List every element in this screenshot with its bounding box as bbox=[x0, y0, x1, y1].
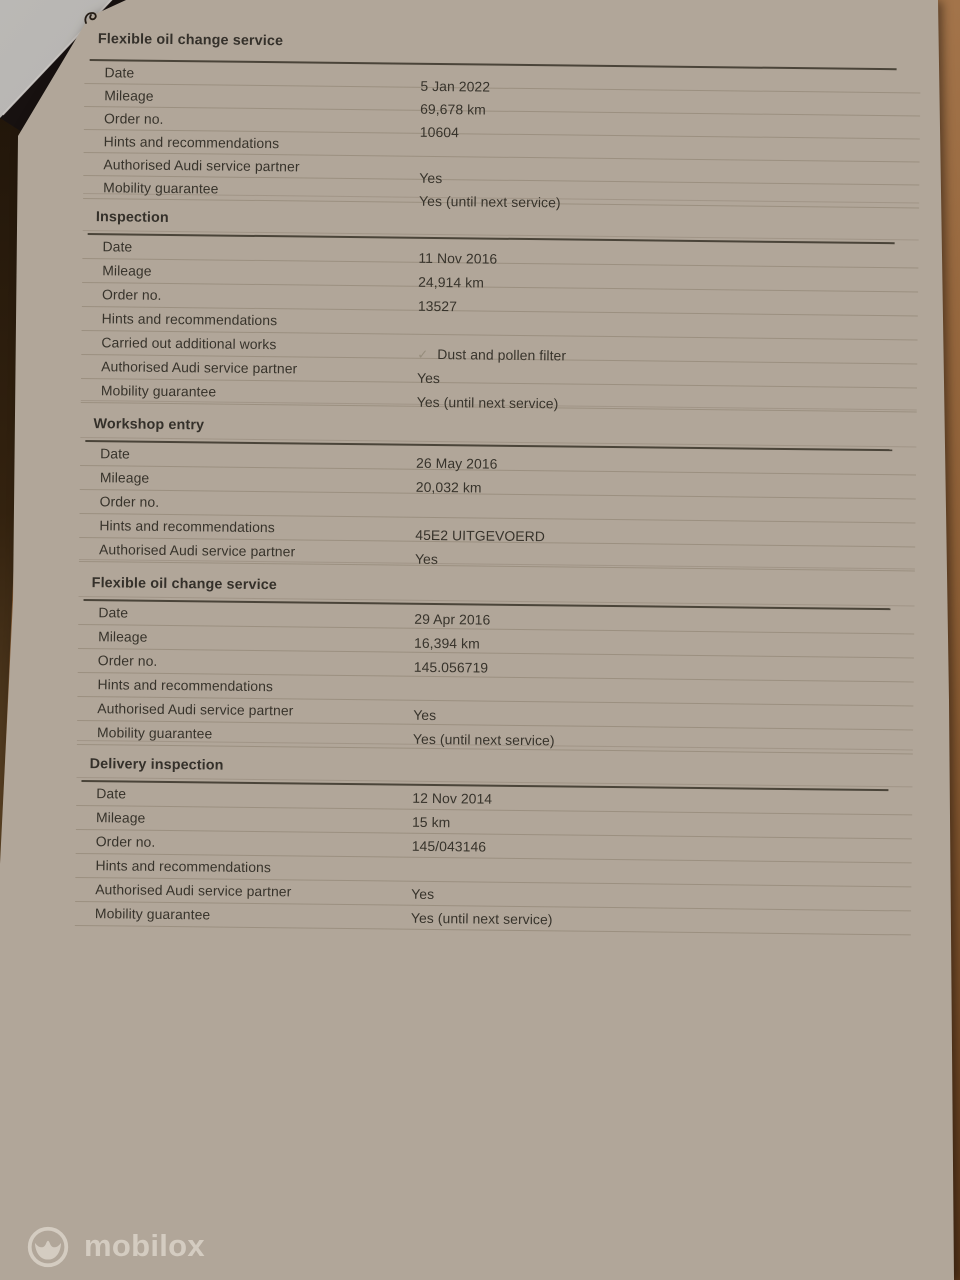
field-label: Hints and recommendations bbox=[103, 133, 280, 152]
field-value: Yes bbox=[413, 706, 437, 724]
field-value: Yes bbox=[411, 885, 435, 903]
section-table bbox=[88, 59, 897, 211]
field-value: 10604 bbox=[419, 123, 460, 141]
service-section bbox=[79, 415, 917, 571]
field-label: Mobility guarantee bbox=[100, 382, 217, 400]
field-label: Mobility guarantee bbox=[103, 179, 219, 197]
field-label: Order no. bbox=[101, 286, 162, 303]
service-section bbox=[77, 574, 915, 754]
field-label: Hints and recommendations bbox=[97, 676, 274, 695]
field-label: Carried out additional works bbox=[101, 334, 277, 353]
field-value: 26 May 2016 bbox=[416, 454, 498, 472]
field-value: 145.056719 bbox=[413, 658, 489, 676]
field-label: Mobility guarantee bbox=[96, 724, 213, 742]
service-history bbox=[75, 30, 921, 935]
page-curl-icon bbox=[83, 10, 99, 26]
field-label: Date bbox=[96, 785, 127, 802]
field-value: 12 Nov 2014 bbox=[412, 789, 493, 807]
field-value: 145/043146 bbox=[411, 837, 487, 855]
field-label: Mileage bbox=[95, 809, 146, 826]
section-table bbox=[80, 780, 889, 935]
service-section bbox=[81, 208, 919, 412]
check-icon: ✓ bbox=[417, 346, 429, 362]
service-section bbox=[75, 755, 913, 935]
field-label: Mileage bbox=[98, 628, 148, 645]
section-title: Workshop entry bbox=[93, 415, 916, 442]
field-value: Yes bbox=[414, 550, 439, 568]
section-title: Inspection bbox=[96, 208, 919, 235]
section-table bbox=[82, 599, 891, 754]
field-value: 29 Apr 2016 bbox=[414, 610, 491, 628]
field-value: 11 Nov 2016 bbox=[418, 249, 498, 267]
section-table bbox=[84, 440, 892, 571]
field-label: Authorised Audi service partner bbox=[103, 156, 300, 175]
field-label: Order no. bbox=[103, 110, 164, 127]
field-value: Yes bbox=[419, 169, 443, 187]
field-value: 13527 bbox=[417, 297, 458, 315]
field-label: Date bbox=[100, 445, 131, 462]
field-label: Hints and recommendations bbox=[95, 857, 272, 876]
field-value: Yes (until next service) bbox=[410, 909, 553, 928]
field-label: Mileage bbox=[102, 262, 152, 279]
field-value: 45E2 UITGEVOERD bbox=[415, 526, 546, 545]
field-label: Order no. bbox=[99, 493, 160, 510]
field-label: Mobility guarantee bbox=[94, 905, 211, 923]
field-label: Authorised Audi service partner bbox=[101, 358, 298, 377]
field-value: Yes (until next service) bbox=[418, 192, 561, 211]
field-label: Mileage bbox=[104, 87, 154, 104]
section-title: Delivery inspection bbox=[90, 755, 913, 782]
field-label: Date bbox=[104, 64, 135, 81]
watermark-brand: mobilox bbox=[84, 1228, 205, 1263]
field-label: Hints and recommendations bbox=[99, 517, 275, 536]
field-value: Yes (until next service) bbox=[412, 730, 555, 749]
field-value-text: Dust and pollen filter bbox=[437, 346, 567, 364]
field-label: Mileage bbox=[99, 469, 150, 486]
field-label: Authorised Audi service partner bbox=[99, 541, 296, 560]
field-value: 5 Jan 2022 bbox=[420, 77, 491, 95]
section-title: Flexible oil change service bbox=[97, 31, 284, 50]
watermark bbox=[25, 1224, 205, 1270]
section-table bbox=[86, 233, 895, 412]
service-section bbox=[83, 30, 921, 211]
field-value: 16,394 km bbox=[413, 634, 480, 652]
field-value: Yes bbox=[416, 369, 441, 387]
field-label: Authorised Audi service partner bbox=[97, 700, 294, 719]
field-value: Yes (until next service) bbox=[416, 393, 559, 412]
field-label: Hints and recommendations bbox=[101, 310, 278, 329]
field-value: 24,914 km bbox=[418, 273, 485, 291]
field-label: Order no. bbox=[97, 652, 158, 669]
field-label: Date bbox=[102, 238, 133, 255]
field-label: Order no. bbox=[95, 833, 156, 850]
mobilox-logo-icon bbox=[25, 1224, 71, 1270]
field-label: Date bbox=[98, 604, 129, 621]
field-label: Authorised Audi service partner bbox=[95, 881, 292, 900]
field-value: 69,678 km bbox=[420, 100, 486, 118]
field-value: 20,032 km bbox=[415, 478, 482, 496]
field-value: 15 km bbox=[411, 813, 451, 831]
section-title: Flexible oil change service bbox=[92, 574, 915, 601]
